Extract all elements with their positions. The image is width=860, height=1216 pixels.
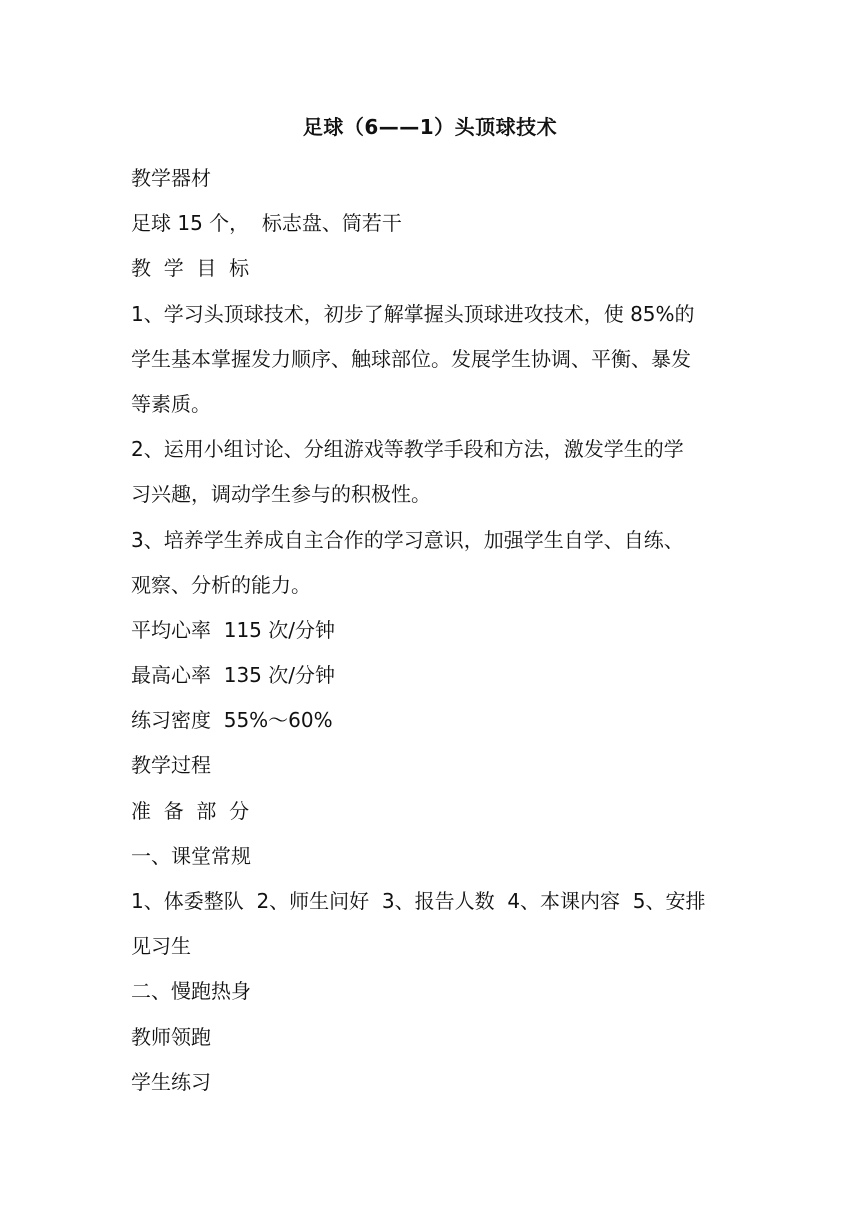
document-body — [131, 156, 731, 1105]
average-heart-rate: 平均心率 115 次/分钟 — [131, 617, 335, 642]
objective-3-line-1: 3、培养学生养成自主合作的学习意识，加强学生自学、自练、 — [131, 527, 684, 552]
max-heart-rate: 最高心率 135 次/分钟 — [131, 663, 335, 688]
practice-density: 练习密度 55%～60% — [131, 708, 333, 733]
objective-1-line-1: 1、学习头顶球技术，初步了解掌握头顶球进攻技术，使 85%的 — [131, 301, 695, 326]
teacher-lead: 教师领跑 — [131, 1024, 211, 1049]
equipment-heading: 教学器材 — [131, 166, 211, 190]
routine-line-2: 见习生 — [131, 934, 191, 959]
preparation-heading: 准 备 部 分 — [131, 798, 250, 823]
warmup-heading: 二、慢跑热身 — [131, 979, 251, 1004]
objective-2-line-2: 习兴趣，调动学生参与的积极性。 — [131, 482, 431, 507]
equipment-list: 足球 15 个， 标志盘、筒若干 — [131, 211, 402, 236]
objectives-heading: 教 学 目 标 — [131, 256, 250, 281]
routine-heading: 一、课堂常规 — [131, 843, 251, 868]
objective-2-line-1: 2、运用小组讨论、分组游戏等教学手段和方法，激发学生的学 — [131, 437, 684, 462]
objective-3-line-2: 观察、分析的能力。 — [131, 572, 311, 597]
objective-1-line-2: 学生基本掌握发力顺序、触球部位。发展学生协调、平衡、暴发 — [131, 346, 691, 371]
document-title: 足球（6——1）头顶球技术 — [302, 115, 558, 139]
objective-1-line-3: 等素质。 — [131, 391, 211, 416]
student-practice: 学生练习 — [131, 1069, 211, 1094]
process-heading: 教学过程 — [131, 753, 211, 778]
routine-line-1: 1、体委整队 2、师生问好 3、报告人数 4、本课内容 5、安排 — [131, 889, 706, 913]
